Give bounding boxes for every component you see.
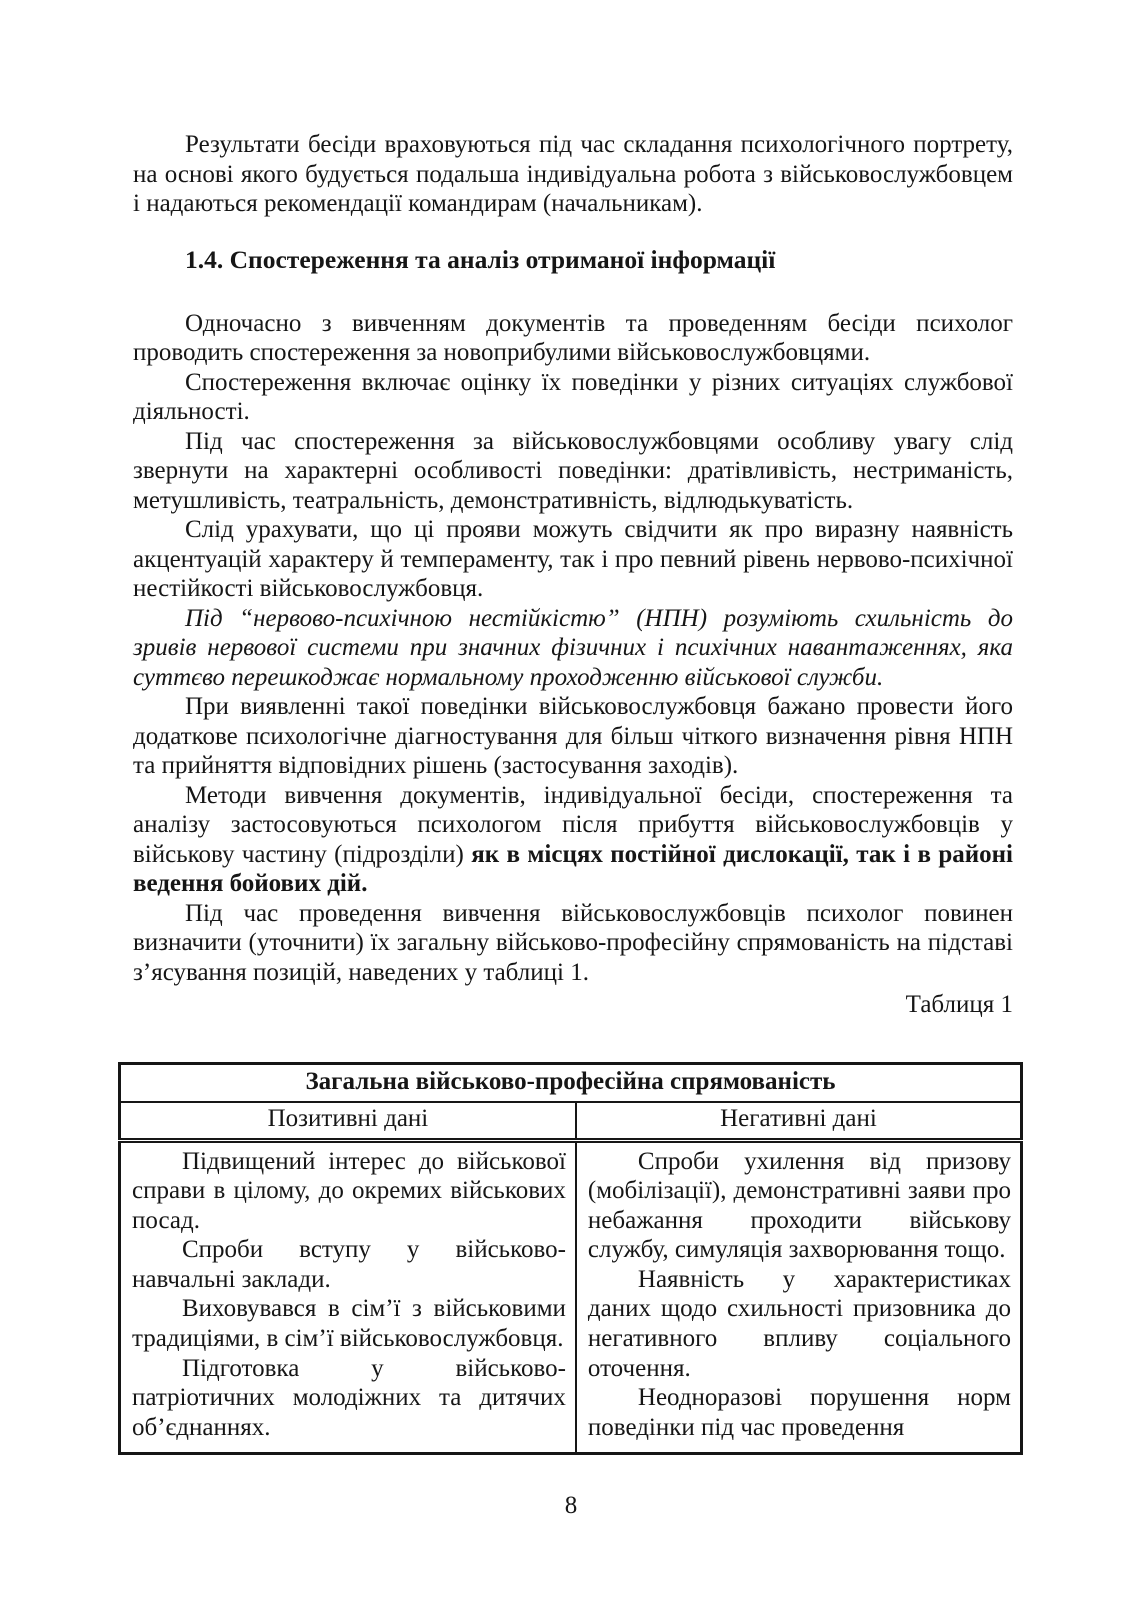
table-title-row xyxy=(120,1063,1022,1102)
positive-item: Підвищений інтерес до військової справи в цілому, до окремих військових посад. xyxy=(132,1147,566,1234)
paragraph-npn-definition: Під “нервово-психічною нестійкістю” (НПН) розуміють схильність до зривів нервової системи при значних фізичних і психічних навантаженнях, яка суттєво перешкоджає нормальному проходженню військової служби. xyxy=(133,604,1013,691)
paragraph-methods-bold: як в місцях постійної дислокації, так і в районі ведення бойових дій. xyxy=(133,840,1013,897)
orientation-table xyxy=(118,1062,1023,1456)
column-header-negative: Негативні дані xyxy=(576,1102,1022,1141)
paragraph-accentuations: Слід урахувати, що ці прояви можуть свідчити як про виразну наявність акцентуацій характеру й темпераменту, так і про певний рівень нервово-психічної нестійкості військовослужбовця. xyxy=(133,516,1013,602)
page-number: 8 xyxy=(564,1492,578,1519)
paragraph-behavior-traits: Під час спостереження за військовослужбовцями особливу увагу слід звернути на характерні особливості поведінки: дратівливість, нестриманість, метушливість, театральність, демонстративність, відлюдькуватість. xyxy=(133,427,1013,514)
negative-item: Неодноразові порушення норм поведінки під час проведення xyxy=(587,1384,1011,1441)
negative-data-cell xyxy=(576,1140,1022,1454)
section-heading: 1.4. Спостереження та аналіз отриманої інформації xyxy=(185,244,776,274)
positive-item: Підготовка у військово-патріотичних молодіжних та дитячих об’єднаннях. xyxy=(132,1354,566,1441)
table-title: Загальна військово-професійна спрямованість xyxy=(120,1063,1022,1102)
paragraph-methods xyxy=(133,781,1013,899)
column-header-positive: Позитивні дані xyxy=(120,1102,576,1141)
paragraph-observation-intro: Одночасно з вивченням документів та проведенням бесіди психолог проводить спостереження за новоприбулими військовослужбовцями. xyxy=(133,309,1013,366)
positive-item: Спроби вступу у військово-навчальні заклади. xyxy=(132,1236,566,1293)
paragraph-diagnostics: При виявленні такої поведінки військовослужбовця бажано провести його додаткове психологічне діагностування для більш чіткого визначення рівня НПН та прийняття відповідних рішень (застосування заходів). xyxy=(133,693,1013,779)
paragraph-methods-normal: Методи вивчення документів, індивідуальної бесіди, спостереження та аналізу застосовуються психологом після прибуття військовослужбовців у військову частину (підрозділи) xyxy=(133,781,1013,868)
paragraph-observation-includes: Спостереження включає оцінку їх поведінки у різних ситуаціях службової діяльності. xyxy=(133,368,1013,425)
table-caption: Таблиця 1 xyxy=(905,991,1013,1018)
table-body-row xyxy=(120,1140,1022,1454)
positive-item: Виховувався в сім’ї з військовими традиціями, в сім’ї військовослужбовця. xyxy=(132,1295,566,1353)
paragraph-results: Результати бесіди враховуються під час складання психологічного портрету, на основі якого будується подальша індивідуальна робота з військовослужбовцем і надаються рекомендації командирам (начальникам). xyxy=(133,131,1013,217)
negative-item: Спроби ухилення від призову (мобілізації), демонстративні заяви про небажання проходити військову службу, симуляція захворювання тощо. xyxy=(587,1147,1011,1264)
negative-item: Наявність у характеристиках даних щодо схильності призовника до негативного впливу соціального оточення. xyxy=(587,1265,1011,1382)
table-header-row xyxy=(120,1102,1022,1141)
positive-data-cell xyxy=(120,1140,576,1454)
paragraph-orientation: Під час проведення вивчення військовослужбовців психолог повинен визначити (уточнити) їх загальну військово-професійну спрямованість на підставі з’ясування позицій, наведених у таблиці 1. xyxy=(133,899,1013,986)
